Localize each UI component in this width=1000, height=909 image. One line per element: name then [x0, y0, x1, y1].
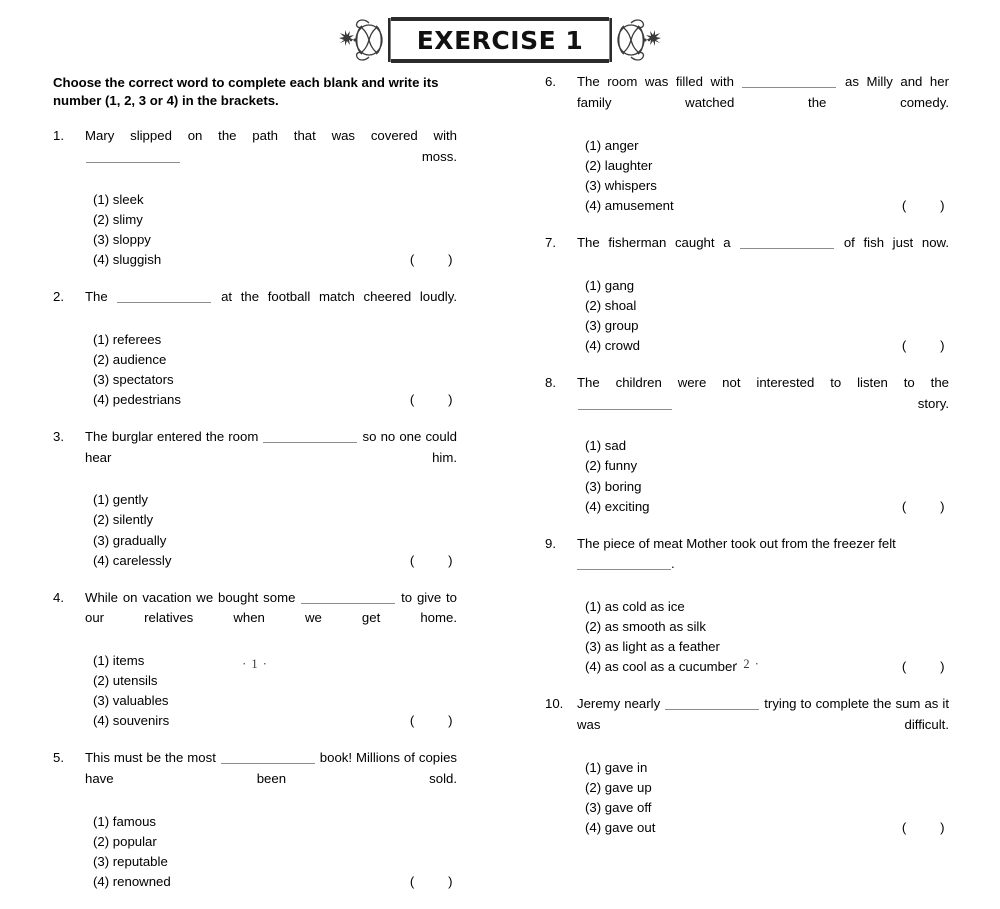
question-item — [545, 233, 949, 356]
option-label: (3) boring — [585, 478, 642, 494]
question-item — [53, 748, 457, 892]
option-item[interactable] — [577, 778, 949, 798]
option-label: (4) crowd — [585, 337, 640, 353]
question-item — [53, 287, 457, 410]
option-item[interactable] — [577, 637, 949, 657]
option-label: (3) gradually — [93, 532, 167, 548]
option-label: (2) as smooth as silk — [585, 619, 706, 635]
option-label: (3) gave off — [585, 800, 652, 816]
sentence-text-before-blank: The burglar entered the room — [85, 428, 263, 444]
option-label: (1) gave in — [585, 760, 648, 776]
option-label: (2) gave up — [585, 780, 652, 796]
option-item[interactable] — [85, 330, 457, 350]
question-item — [545, 534, 949, 678]
option-item[interactable] — [85, 250, 457, 270]
question-sentence — [577, 72, 949, 135]
option-item[interactable] — [577, 316, 949, 336]
option-item[interactable] — [577, 176, 949, 196]
page-number-left: · 1 · — [242, 657, 268, 671]
option-label: (1) gang — [585, 277, 635, 293]
option-list — [577, 758, 949, 838]
question-body — [577, 233, 949, 356]
question-body — [577, 373, 949, 517]
option-list — [85, 490, 457, 570]
question-item — [545, 72, 949, 216]
sentence-text-after-blank: trying to complete the sum as it was difficult. — [577, 696, 950, 733]
sentence-text-after-blank: of fish just now. — [835, 234, 949, 250]
sentence-text-after-blank: at the football match cheered loudly. — [212, 288, 457, 304]
option-item[interactable] — [577, 196, 949, 216]
option-label: (4) souvenirs — [93, 713, 170, 729]
option-item[interactable] — [577, 497, 949, 517]
option-item[interactable] — [85, 832, 457, 852]
option-list — [577, 136, 949, 216]
page-number-right: · 2 · — [734, 657, 760, 671]
option-label: (3) as light as a feather — [585, 639, 720, 655]
option-label: (1) as cold as ice — [585, 599, 685, 615]
question-item — [545, 694, 949, 838]
answer-blank[interactable] — [263, 442, 357, 443]
answer-brackets[interactable]: ( ) — [901, 820, 945, 836]
option-label: (2) popular — [93, 834, 157, 850]
answer-brackets[interactable]: ( ) — [901, 337, 945, 353]
sentence-text-before-blank: The fisherman caught a — [577, 234, 740, 250]
option-label: (3) whispers — [585, 177, 657, 193]
option-label: (4) renowned — [93, 874, 171, 890]
question-number: 3. — [53, 428, 64, 444]
option-item[interactable] — [85, 230, 457, 250]
option-item[interactable] — [85, 671, 457, 691]
instruction-text: Choose the correct word to complete each blank and write its number (1, 2, 3 or 4) in the brackets. — [53, 75, 439, 109]
option-label: (1) gently — [93, 492, 148, 508]
option-label: (2) laughter — [585, 157, 653, 173]
option-label: (1) sad — [585, 438, 627, 454]
option-label: (4) gave out — [585, 820, 656, 836]
option-item[interactable] — [85, 872, 457, 892]
option-label: (1) sleek — [93, 191, 144, 207]
question-sentence — [577, 233, 949, 275]
option-item[interactable] — [85, 210, 457, 230]
answer-brackets[interactable]: ( ) — [409, 552, 453, 568]
option-item[interactable] — [577, 136, 949, 156]
answer-brackets[interactable]: ( ) — [901, 197, 945, 213]
option-item[interactable] — [85, 691, 457, 711]
answer-blank[interactable] — [577, 569, 671, 570]
scroll-flourish-ornament-right-icon — [603, 14, 665, 66]
sentence-text-after-blank: story. — [673, 395, 949, 411]
option-list — [577, 436, 949, 516]
option-label: (2) funny — [585, 458, 638, 474]
banner-plate — [391, 17, 609, 63]
option-item[interactable] — [577, 818, 949, 838]
answer-brackets[interactable]: ( ) — [901, 659, 945, 675]
question-sentence — [577, 694, 949, 757]
question-item — [545, 373, 949, 517]
option-label: (3) sloppy — [93, 231, 151, 247]
sentence-text-after-blank: to give to our relatives when we get home. — [85, 589, 458, 626]
question-sentence — [577, 373, 949, 436]
sentence-text-after-blank: as Milly and her family watched the comedy. — [577, 74, 949, 110]
option-item[interactable] — [85, 490, 457, 510]
question-sentence — [85, 126, 457, 189]
question-number: 10. — [545, 696, 564, 712]
option-item[interactable] — [85, 812, 457, 832]
option-item[interactable] — [577, 336, 949, 356]
option-list — [85, 812, 457, 892]
question-body — [577, 72, 949, 216]
question-body — [85, 287, 457, 410]
sentence-text-after-blank: moss. — [181, 148, 457, 164]
option-label: (2) slimy — [93, 211, 143, 227]
option-item[interactable] — [85, 510, 457, 530]
answer-brackets[interactable]: ( ) — [409, 251, 453, 267]
question-item — [53, 126, 457, 270]
option-item[interactable] — [85, 390, 457, 410]
scroll-flourish-ornament-left-icon — [335, 14, 397, 66]
option-item[interactable] — [85, 370, 457, 390]
option-item[interactable] — [577, 617, 949, 637]
question-number: 5. — [53, 750, 64, 766]
option-label: (4) as cool as a cucumber — [585, 659, 737, 675]
answer-brackets[interactable]: ( ) — [901, 498, 945, 514]
question-body — [85, 748, 457, 892]
option-list — [85, 190, 457, 270]
option-item[interactable] — [85, 190, 457, 210]
sentence-text-before-blank: The room was filled with — [577, 74, 742, 89]
sentence-text-before-blank: The — [85, 288, 117, 304]
question-body — [85, 427, 457, 571]
option-label: (4) exciting — [585, 498, 650, 514]
sentence-text-before-blank: The children were not interested to listen to the — [577, 374, 949, 390]
option-item[interactable] — [577, 477, 949, 497]
question-number: 7. — [545, 234, 556, 250]
option-label: (1) anger — [585, 137, 639, 153]
question-body — [85, 126, 457, 270]
answer-brackets[interactable]: ( ) — [409, 874, 453, 890]
option-label: (1) items — [93, 653, 145, 669]
answer-blank[interactable] — [665, 709, 759, 710]
option-label: (3) group — [585, 317, 639, 333]
answer-blank[interactable] — [301, 603, 395, 604]
option-item[interactable] — [85, 350, 457, 370]
exercise-banner — [0, 14, 1000, 66]
option-list — [577, 276, 949, 356]
question-number: 6. — [545, 74, 556, 89]
answer-blank[interactable] — [742, 87, 836, 88]
question-number: 9. — [545, 535, 556, 551]
option-list — [85, 330, 457, 410]
answer-brackets[interactable]: ( ) — [409, 713, 453, 729]
option-item[interactable] — [577, 597, 949, 617]
option-label: (3) spectators — [93, 371, 174, 387]
question-sentence — [85, 748, 457, 811]
option-item[interactable] — [85, 852, 457, 872]
option-item[interactable] — [85, 531, 457, 551]
answer-blank[interactable] — [86, 162, 180, 163]
answer-blank[interactable] — [117, 302, 211, 303]
question-sentence — [85, 287, 457, 329]
option-item[interactable] — [577, 156, 949, 176]
answer-blank[interactable] — [740, 248, 834, 249]
question-body — [577, 694, 949, 838]
question-body — [577, 534, 949, 678]
question-column-right — [545, 72, 949, 855]
sentence-text-after-blank: so no one could hear him. — [85, 428, 457, 465]
sentence-text-before-blank: While on vacation we bought some — [85, 589, 301, 605]
sentence-text-before-blank: The piece of meat Mother took out from the freezer felt — [577, 535, 896, 551]
option-label: (2) silently — [93, 512, 154, 528]
option-item[interactable] — [577, 456, 949, 476]
option-label: (4) sluggish — [93, 251, 162, 267]
option-label: (3) reputable — [93, 854, 168, 870]
question-number: 2. — [53, 288, 64, 304]
question-number: 4. — [53, 589, 64, 605]
answer-blank[interactable] — [221, 763, 315, 764]
question-sentence — [577, 534, 949, 597]
option-label: (2) utensils — [93, 673, 158, 689]
option-item[interactable] — [577, 276, 949, 296]
option-label: (1) famous — [93, 814, 157, 830]
question-number: 8. — [545, 374, 556, 390]
option-item[interactable] — [577, 436, 949, 456]
sentence-text-before-blank: This must be the most — [85, 750, 220, 766]
question-item — [53, 427, 457, 571]
sentence-text-before-blank: Mary slipped on the path that was covered with — [85, 128, 457, 143]
option-item[interactable] — [577, 296, 949, 316]
question-sentence — [85, 588, 457, 651]
question-column-left — [53, 126, 457, 909]
question-sentence — [85, 427, 457, 490]
option-label: (4) amusement — [585, 197, 674, 213]
option-label: (3) valuables — [93, 693, 169, 709]
option-label: (2) audience — [93, 351, 167, 367]
option-item[interactable] — [577, 798, 949, 818]
sentence-text-before-blank: Jeremy nearly — [577, 696, 665, 712]
option-label: (2) shoal — [585, 297, 637, 313]
answer-blank[interactable] — [578, 409, 672, 410]
question-number: 1. — [53, 128, 64, 143]
sentence-text-after-blank: book! Millions of copies have been sold. — [85, 750, 457, 787]
page-title: EXERCISE 1 — [416, 25, 584, 55]
option-item[interactable] — [85, 551, 457, 571]
option-item[interactable] — [577, 758, 949, 778]
option-label: (4) carelessly — [93, 552, 172, 568]
sentence-text-after-blank: . — [671, 556, 675, 572]
option-item[interactable] — [85, 711, 457, 731]
answer-brackets[interactable]: ( ) — [409, 391, 453, 407]
option-label: (1) referees — [93, 331, 162, 347]
option-label: (4) pedestrians — [93, 391, 181, 407]
